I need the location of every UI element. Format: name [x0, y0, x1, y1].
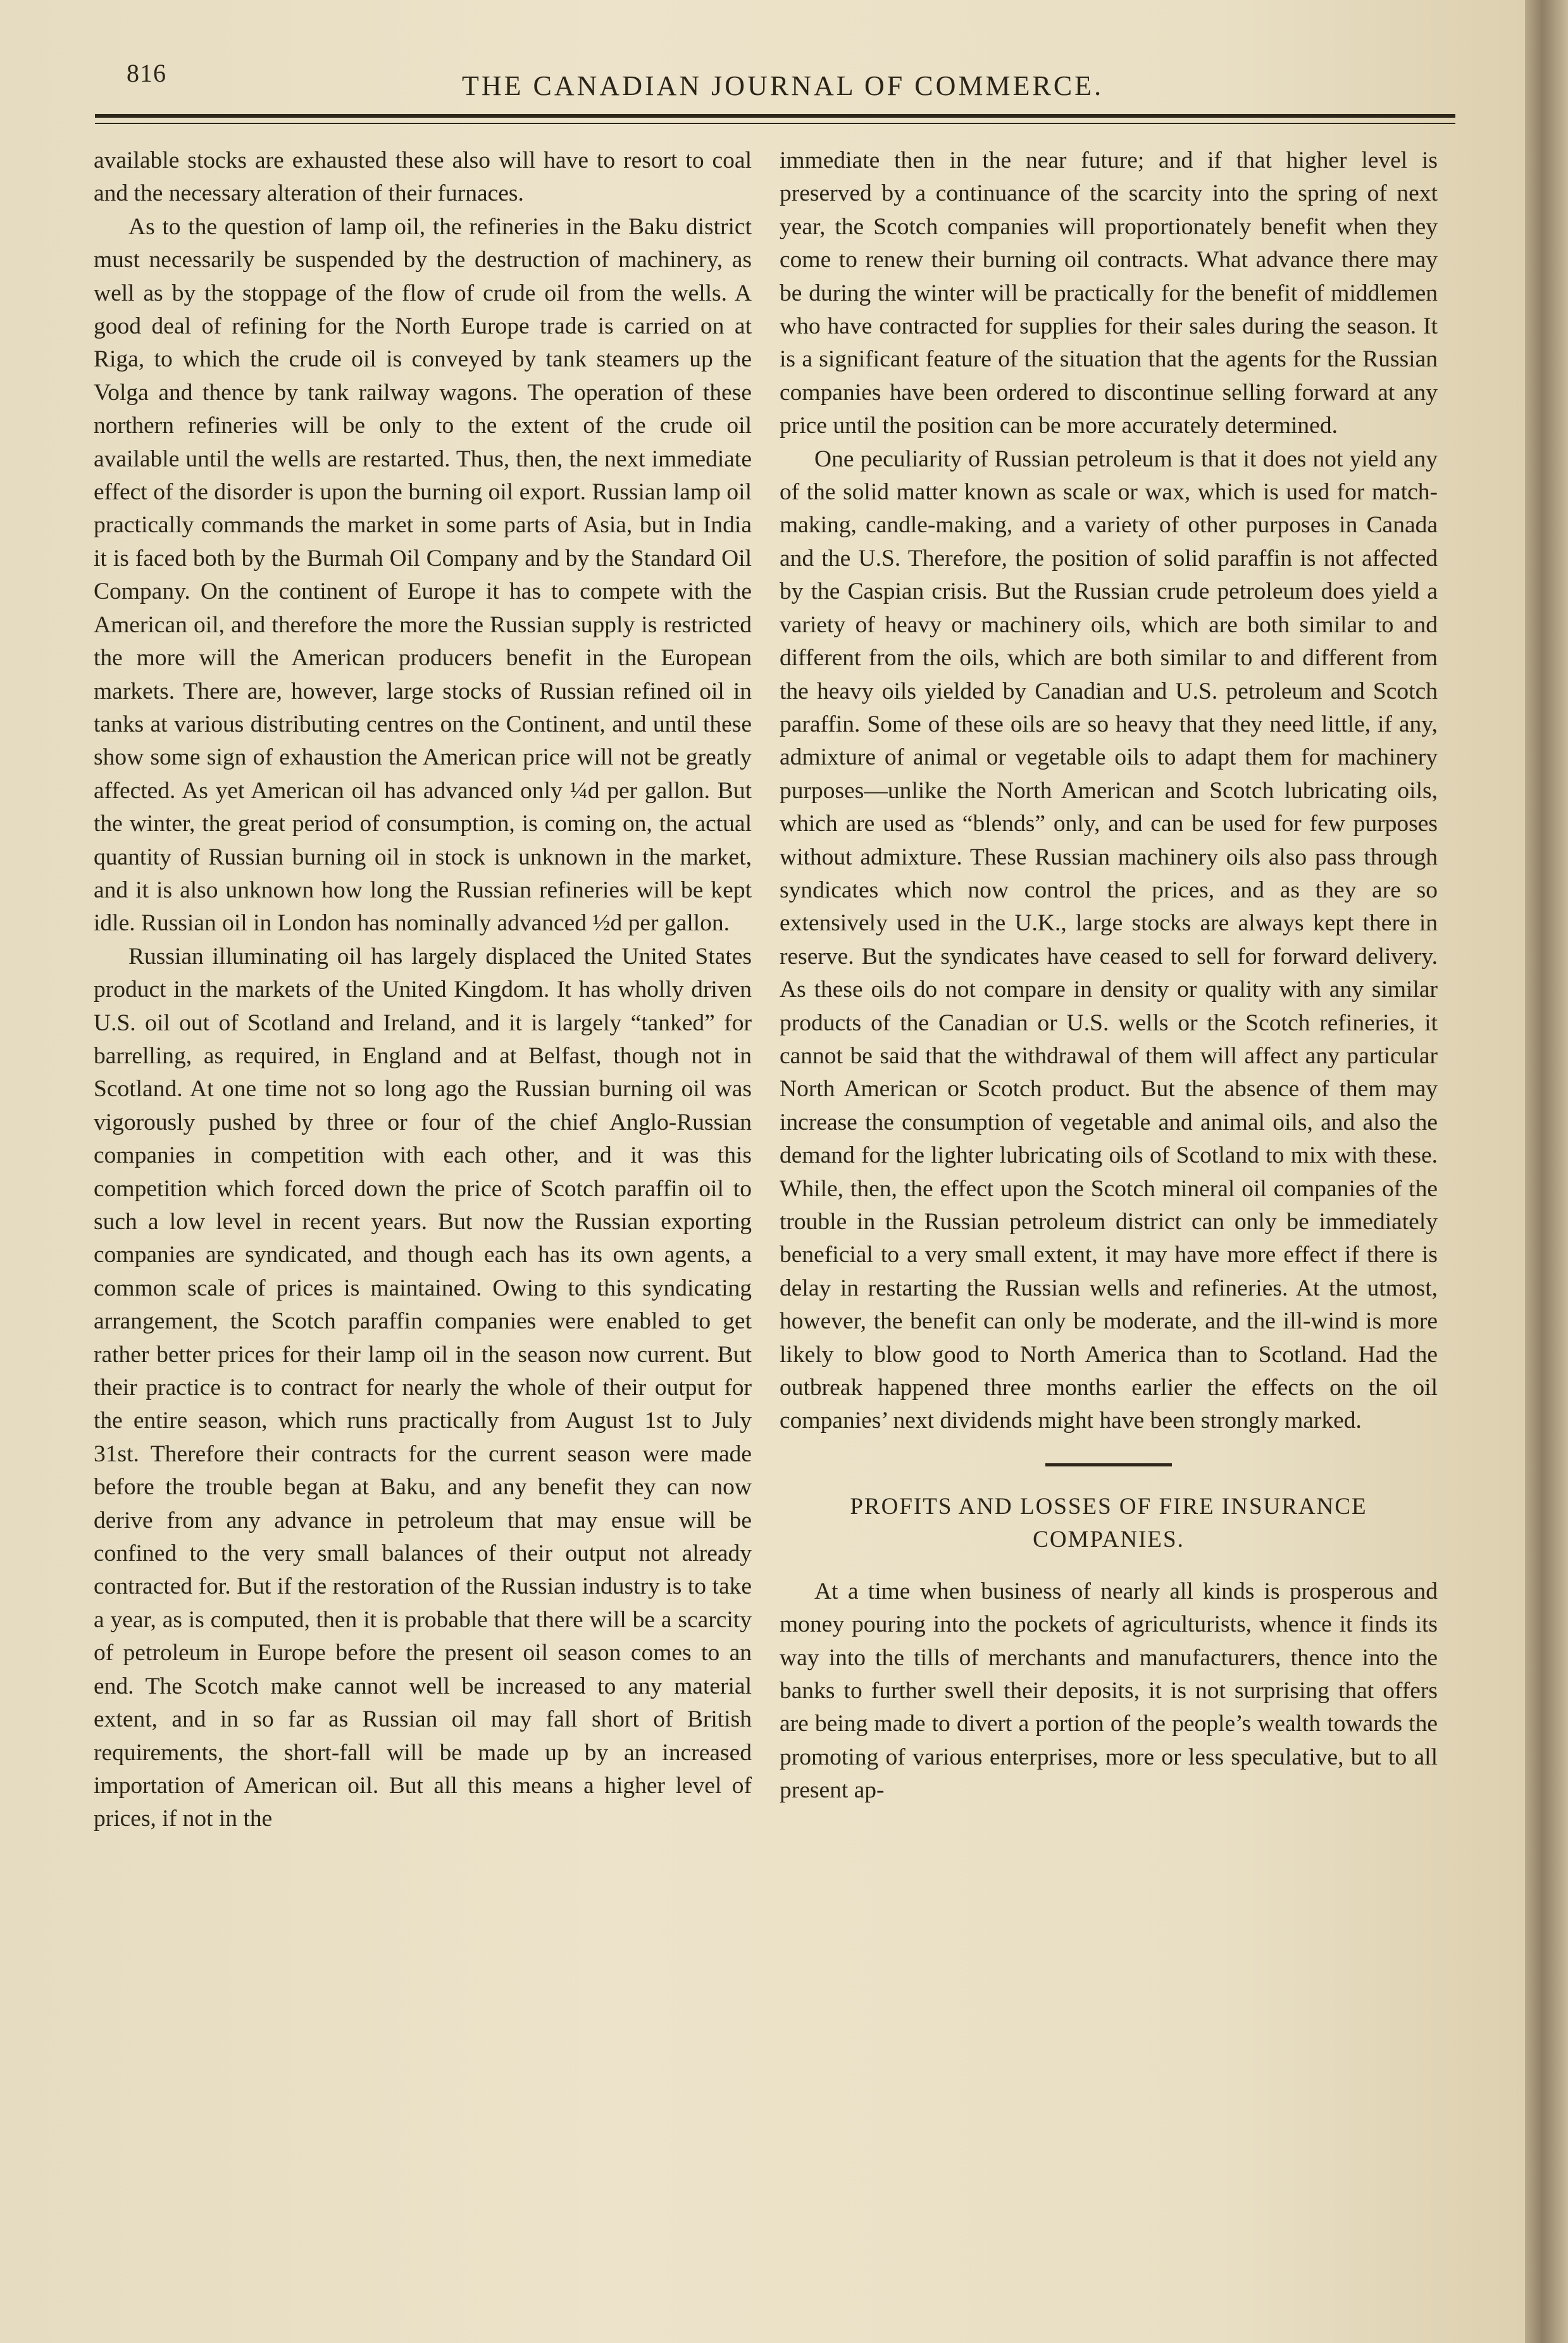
article-paragraph: available stocks are exhausted these also will have to resort to coal and the necessary alteration of their furnaces. — [94, 147, 752, 207]
article-paragraph: Russian illuminating oil has largely displaced the United States product in the markets of the United Kingdom. It has wholly driven U.S. oil out of Scotland and Ireland, and it is largely “tanked” for barrelling, as required, in England and at Belfast, though not in Scotland. At one time not so long ago the Russian burning oil was vigorously pushed by three or four of the chief Anglo-Russian companies in competition with each other, and it was this competition which forced down the price of Scotch paraffin oil to such a low level in recent years. But now the Russian exporting companies are syndicated, and though each has its own agents, a common scale of prices is maintained. Owing to this syndicating arrangement, the Scotch paraffin companies were enabled to get rather better prices for their lamp oil in the season now current. But their practice is to contract for nearly the whole of their output for the entire season, which runs practically from August 1st to July 31st. Therefore their contracts for the current season were made before the trouble began at Baku, and any benefit they can now derive from any advance in petroleum that may ensue will be confined to the very small balances of their output not already contracted for. But if the restoration of the Russian industry is to take a year, as is computed, then it is probable that there will be a scarcity of petroleum in Europe before the present oil season comes to an end. The Scotch make cannot well be increased to any material extent, and in so far as Russian oil may fall short of British requirements, the short-fall will be made up by an increased importation of American oil. But all this means a higher level of prices, if not in the — [94, 943, 752, 1832]
journal-title: THE CANADIAN JOURNAL OF COMMERCE. — [462, 70, 1104, 101]
header-rule-thin — [95, 123, 1455, 124]
header-rule-thick — [95, 114, 1455, 118]
section-heading: PROFITS AND LOSSES OF FIRE INSURANCE COMPANIES. — [850, 1493, 1367, 1553]
left-column — [94, 144, 752, 1836]
binding-edge — [1525, 0, 1568, 2343]
article-paragraph: As to the question of lamp oil, the refineries in the Baku district must necessarily be suspended by the destruction of machinery, as well as by the stoppage of the flow of crude oil from the wells. A good deal of refining for the North Europe trade is carried on at Riga, to which the crude oil is conveyed by tank steamers up the Volga and thence by tank railway wagons. The operation of these northern refineries will be only to the extent of the crude oil available until the wells are restarted. Thus, then, the next immediate effect of the disorder is upon the burning oil export. Russian lamp oil practically commands the market in some parts of Asia, but in India it is faced both by the Burmah Oil Company and by the Standard Oil Company. On the continent of Europe it has to compete with the American oil, and therefore the more the Russian supply is restricted the more will the American producers benefit in the European markets. There are, however, large stocks of Russian refined oil in tanks at various distributing centres on the Continent, and until these show some sign of exhaustion the American price will not be greatly affected. As yet American oil has advanced only ¼d per gallon. But the winter, the great period of consumption, is coming on, the actual quantity of Russian burning oil in stock is unknown in the market, and it is also unknown how long the Russian refineries will be kept idle. Russian oil in London has nominally advanced ½d per gallon. — [94, 213, 752, 937]
page-number: 816 — [127, 59, 166, 87]
page-header — [95, 58, 1455, 109]
article-paragraph: One peculiarity of Russian petroleum is that it does not yield any of the solid matter known as scale or wax, which is used for match-making, candle-making, and a variety of other purposes in Canada and the U.S. Therefore, the position of solid paraffin is not affected by the Caspian crisis. But the Russian crude petroleum does yield a variety of heavy or machinery oils, which are both similar to and different from the oils, which are both similar to and different from the heavy oils yielded by Canadian and U.S. petroleum and Scotch paraffin. Some of these oils are so heavy that they need little, if any, admixture of animal or vegetable oils to adapt them for machinery purposes—unlike the North American and Scotch lubricating oils, which are used as “blends” only, and can be used for few purposes without admixture. These Russian machinery oils also pass through syndicates which now control the prices, and as they are so extensively used in the U.K., large stocks are always kept there in reserve. But the syndicates have ceased to sell for forward delivery. As these oils do not compare in density or quality with any similar products of the Canadian or U.S. wells or the Scotch refineries, it cannot be said that the withdrawal of them will affect any particular North American or Scotch product. But the absence of them may increase the consumption of vegetable and animal oils, and also the demand for the lighter lubricating oils of Scotland to mix with these. While, then, the effect upon the Scotch mineral oil companies of the trouble in the Russian petroleum district can only be immediately beneficial to a very small extent, it may have more effect if there is delay in restarting the Russian wells and refineries. At the utmost, however, the benefit can only be moderate, and the ill-wind is more likely to blow good to North America than to Scotland. Had the outbreak happened three months earlier the effects on the oil companies’ next dividends might have been strongly marked. — [780, 446, 1438, 1434]
article-paragraph: immediate then in the near future; and if that higher level is preserved by a continuance of the scarcity into the spring of next year, the Scotch companies will proportionately benefit when they come to renew their burning oil contracts. What advance there may be during the winter will be practically for the benefit of middlemen who have contracted for supplies for their sales during the season. It is a significant feature of the situation that the agents for the Russian companies have been ordered to discontinue selling forward at any price until the position can be more accurately determined. — [780, 147, 1438, 439]
section-divider — [1045, 1463, 1172, 1466]
right-column — [780, 144, 1438, 1808]
article-paragraph: At a time when business of nearly all kinds is prosperous and money pouring into the pockets of agriculturists, whence it finds its way into the tills of merchants and manufacturers, thence into the banks to further swell their deposits, it is not surprising that offers are being made to divert a portion of the people’s wealth towards the promoting of various enterprises, more or less speculative, but to all present ap- — [780, 1578, 1438, 1804]
